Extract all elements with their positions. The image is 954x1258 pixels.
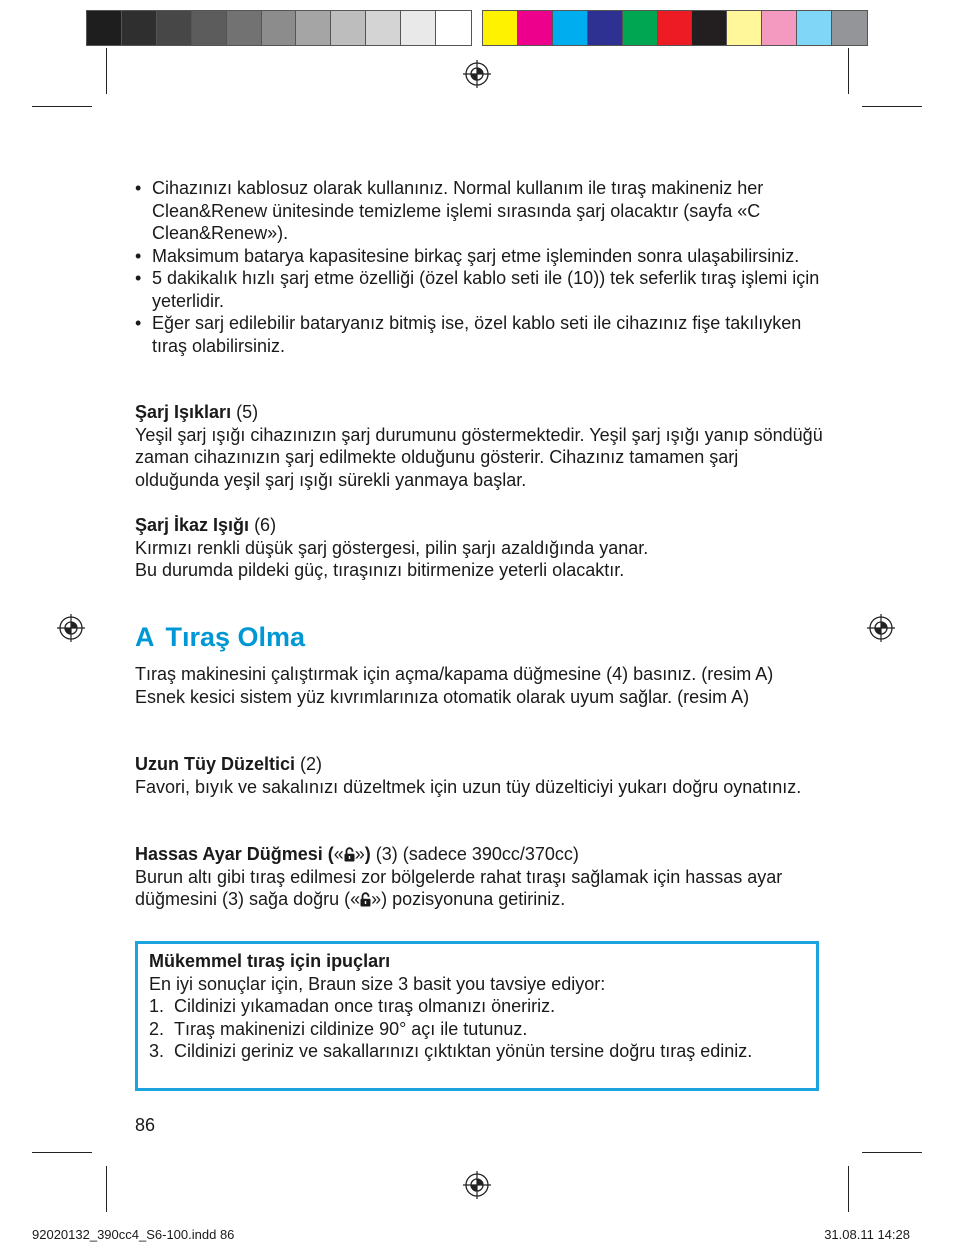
precision-section xyxy=(135,843,825,911)
color-swatch xyxy=(692,11,727,45)
trimmer-section xyxy=(135,753,825,798)
shaving-intro xyxy=(135,663,825,708)
tip-item xyxy=(149,1018,805,1041)
color-swatch xyxy=(727,11,762,45)
footer-file-name: 92020132_390cc4_S6-100.indd 86 xyxy=(32,1227,235,1242)
charge-lights-section xyxy=(135,401,825,491)
tips-box xyxy=(135,941,819,1091)
color-swatch xyxy=(436,11,471,45)
charge-lights-ref: (5) xyxy=(231,402,259,422)
shaving-paragraph: Tıraş makinesini çalıştırmak için açma/kapama düğmesine (4) basınız. (resim A) xyxy=(135,664,774,684)
color-swatch xyxy=(553,11,588,45)
registration-mark-icon xyxy=(57,614,85,642)
color-swatch xyxy=(331,11,366,45)
color-swatch xyxy=(122,11,157,45)
tip-text: Tıraş makinenizi cildinize 90° açı ile tutunuz. xyxy=(174,1018,528,1039)
tip-text: Cildinizi geriniz ve sakallarınızı çıktıktan yönün tersine doğru tıraş ediniz. xyxy=(174,1041,753,1061)
precision-body-text: ) pozisyonuna getiriniz. xyxy=(381,889,566,909)
trimmer-body: Favori, bıyık ve sakalınızı düzeltmek için uzun tüy düzelticiyi yukarı doğru oynatınız. xyxy=(135,776,802,797)
crop-mark xyxy=(32,106,92,107)
feature-bullet-list xyxy=(135,177,825,357)
precision-title xyxy=(135,844,371,864)
color-swatch xyxy=(483,11,518,45)
quote-open: « xyxy=(350,889,361,909)
charge-lights-body: Yeşil şarj ışığı cihazınızın şarj durumunu göstermektedir. Yeşil şarj ışığı yanıp söndüğü zaman cihazınızın şarj edilmekte olduğunu gösterir. Cihazınız tamamen şarj olduğunda yeşil şarj ışığı sürekli yanmaya başlar. xyxy=(135,424,823,490)
section-heading xyxy=(135,619,305,655)
page-number: 86 xyxy=(135,1115,156,1135)
grayscale-bar xyxy=(86,10,472,46)
charge-lights-heading xyxy=(135,401,825,424)
crop-mark xyxy=(862,1152,922,1153)
section-title: Tıraş Olma xyxy=(165,622,306,652)
color-swatch xyxy=(797,11,832,45)
crop-mark xyxy=(862,106,922,107)
bullet-item: • Cihazınızı kablosuz olarak kullanınız. Normal kullanım ile tıraş makineniz her Clean&Renew ünitesinde temizleme işlemi sırasında şarj olacaktır (sayfa «C Clean&Renew»). xyxy=(135,177,825,245)
unlock-icon xyxy=(360,892,371,907)
warning-light-line: Kırmızı renkli düşük şarj göstergesi, pilin şarjı azaldığında yanar. xyxy=(135,537,649,558)
color-swatch xyxy=(401,11,436,45)
tip-number: 3. xyxy=(149,1041,165,1061)
color-swatch xyxy=(157,11,192,45)
crop-mark xyxy=(106,48,107,94)
bullet-item: • 5 dakikalık hızlı şarj etme özelliği (özel kablo seti ile (10)) tek seferlik tıraş işlemi için yeterlidir. xyxy=(135,267,825,312)
tip-text: Cildinizi yıkamadan once tıraş olmanızı öneririz. xyxy=(174,996,556,1016)
color-swatch xyxy=(762,11,797,45)
precision-body xyxy=(135,866,825,911)
crop-mark xyxy=(848,1166,849,1212)
warning-light-ref: (6) xyxy=(249,515,277,535)
color-swatch xyxy=(658,11,693,45)
color-swatch xyxy=(518,11,553,45)
color-swatch xyxy=(366,11,401,45)
registration-mark-icon xyxy=(463,60,491,88)
tips-title: Mükemmel tıraş için ipuçları xyxy=(149,951,391,971)
color-swatch xyxy=(588,11,623,45)
quote-open: « xyxy=(333,844,344,864)
quote-close: » xyxy=(371,889,382,909)
color-swatch xyxy=(192,11,227,45)
warning-light-section xyxy=(135,514,825,582)
color-swatch xyxy=(87,11,122,45)
warning-light-heading xyxy=(135,514,825,537)
tip-item xyxy=(149,995,805,1018)
trimmer-ref: (2) xyxy=(295,754,323,774)
shaving-paragraph: Esnek kesici sistem yüz kıvrımlarınıza otomatik olarak uyum sağlar. (resim A) xyxy=(135,686,750,707)
precision-title-text: Hassas Ayar Düğmesi ( xyxy=(135,844,334,864)
crop-mark xyxy=(106,1166,107,1212)
color-swatch xyxy=(227,11,262,45)
precision-ref: (3) (sadece 390cc/370cc) xyxy=(370,844,579,864)
section-letter: A xyxy=(135,622,155,652)
crop-mark xyxy=(32,1152,92,1153)
warning-light-line: Bu durumda pildeki güç, tıraşınızı bitirmenize yeterli olacaktır. xyxy=(135,560,625,580)
tip-number: 2. xyxy=(149,1018,165,1039)
precision-title-close: ) xyxy=(364,844,371,864)
color-swatch xyxy=(296,11,331,45)
bullet-item: • Maksimum batarya kapasitesine birkaç şarj etme işleminden sonra ulaşabilirsiniz. xyxy=(135,245,825,268)
unlock-icon xyxy=(344,847,355,862)
bullet-item: • Eğer sarj edilebilir bataryanız bitmiş ise, özel kablo seti ile cihazınız fişe takılıyken tıraş olabilirsiniz. xyxy=(135,312,825,357)
trimmer-heading xyxy=(135,753,825,776)
color-swatch xyxy=(623,11,658,45)
process-color-bar xyxy=(482,10,868,46)
tips-intro: En iyi sonuçlar için, Braun size 3 basit you tavsiye ediyor: xyxy=(149,973,606,994)
precision-body-text: Burun altı gibi tıraş edilmesi zor bölgelerde rahat tıraşı sağlamak için hassas ayar düğmesini (3) sağa doğru ( xyxy=(135,866,783,909)
color-swatch xyxy=(832,11,867,45)
warning-light-title: Şarj İkaz Işığı xyxy=(135,515,250,535)
precision-heading xyxy=(135,843,825,866)
crop-mark xyxy=(848,48,849,94)
color-swatch xyxy=(262,11,297,45)
trimmer-title: Uzun Tüy Düzeltici xyxy=(135,754,296,774)
tip-number: 1. xyxy=(149,996,165,1016)
registration-mark-icon xyxy=(867,614,895,642)
quote-close: » xyxy=(354,844,365,864)
registration-mark-icon xyxy=(463,1171,491,1199)
tips-list xyxy=(149,995,805,1063)
tip-item xyxy=(149,1040,805,1063)
charge-lights-title: Şarj Işıkları xyxy=(135,402,232,422)
footer-date: 31.08.11 14:28 xyxy=(824,1227,910,1242)
